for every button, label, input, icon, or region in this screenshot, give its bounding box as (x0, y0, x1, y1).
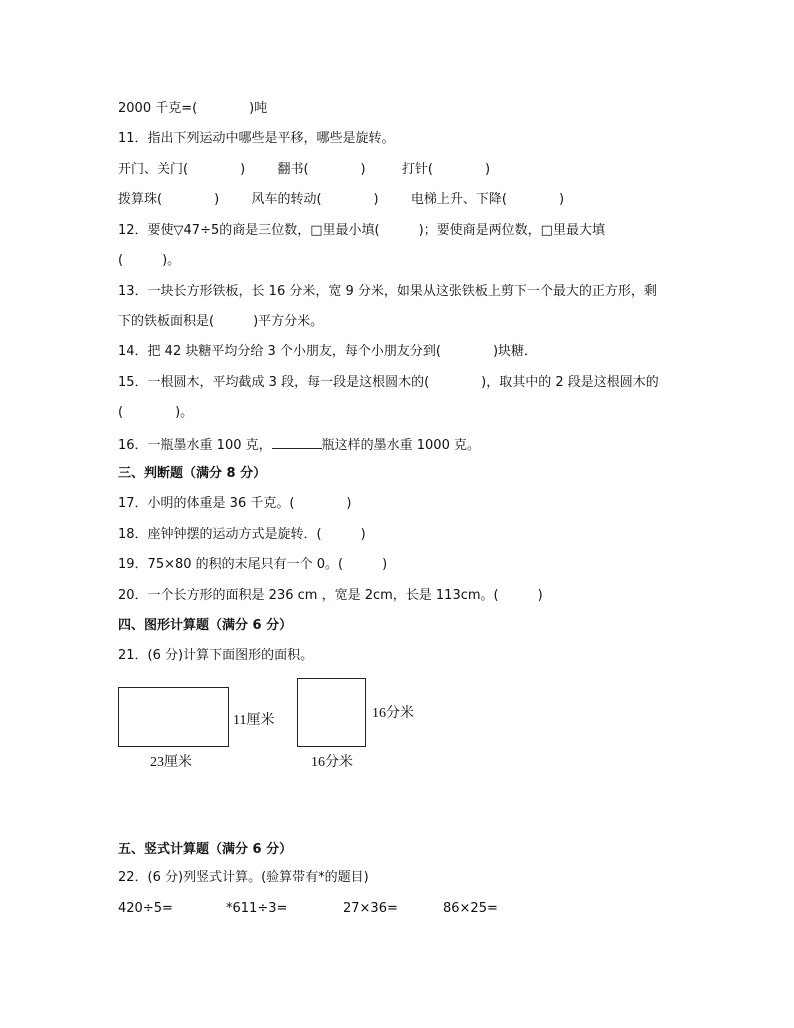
q16-blank (272, 436, 322, 449)
section-3-heading: 三、判断题（满分 8 分） (118, 466, 267, 481)
question-15-cont: ( )。 (118, 405, 194, 420)
rectangle-height-label: 11厘米 (233, 713, 275, 728)
square-figure (297, 678, 366, 747)
question-11: 11．指出下列运动中哪些是平移，哪些是旋转。 (118, 131, 395, 146)
q11-item-abacus: 拨算珠( ) (118, 192, 220, 207)
q11-item-elevator: 电梯上升、下降( ) (410, 192, 565, 207)
q16-suffix: 瓶这样的墨水重 1000 克。 (321, 438, 480, 453)
q16-prefix: 16．一瓶墨水重 100 克， (118, 438, 272, 453)
square-height-label: 16分米 (372, 706, 414, 721)
question-13: 13．一块长方形铁板，长 16 分米，宽 9 分米，如果从这张铁板上剪下一个最大的正方形，剩 (118, 284, 657, 299)
question-18: 18．座钟钟摆的运动方式是旋转．( ) (118, 527, 366, 542)
question-11-row1 (118, 162, 490, 178)
calc-4: 86×25= (443, 901, 498, 916)
calc-1: 420÷5= (118, 901, 173, 916)
q11-item-book: 翻书( ) (277, 162, 366, 177)
question-14: 14．把 42 块糖平均分给 3 个小朋友，每个小朋友分到( )块糖． (118, 344, 538, 359)
question-22: 22．(6 分)列竖式计算。(验算带有*的题目) (118, 870, 369, 885)
question-11-row2 (118, 192, 564, 208)
question-12-cont: ( )。 (118, 253, 181, 268)
question-21: 21．(6 分)计算下面图形的面积。 (118, 648, 314, 663)
question-16 (118, 436, 480, 454)
section-4-heading: 四、图形计算题（满分 6 分） (118, 618, 293, 633)
rectangle-width-label: 23厘米 (150, 755, 192, 770)
question-12: 12．要使▽47÷5的商是三位数，□里最小填( )；要使商是两位数，□里最大填 (118, 223, 605, 238)
question-17: 17．小明的体重是 36 千克。( ) (118, 496, 352, 511)
question-19: 19．75×80 的积的末尾只有一个 0。( ) (118, 557, 388, 572)
calc-3: 27×36= (343, 901, 398, 916)
square-width-label: 16分米 (311, 755, 353, 770)
rectangle-figure (118, 687, 229, 747)
question-15: 15．一根圆木，平均截成 3 段，每一段是这根圆木的( )，取其中的 2 段是这根圆木的 (118, 375, 659, 390)
calc-2: *611÷3= (226, 901, 288, 916)
q11-item-windmill: 风车的转动( ) (251, 192, 379, 207)
question-20: 20．一个长方形的面积是 236 cm ，宽是 2cm，长是 113cm。( ) (118, 588, 543, 603)
line-tons: 2000 千克=( )吨 (118, 101, 268, 116)
q11-item-injection: 打针( ) (401, 162, 491, 177)
question-13-cont: 下的铁板面积是( )平方分米。 (118, 314, 324, 329)
section-5-heading: 五、竖式计算题（满分 6 分） (118, 842, 293, 857)
q11-item-door: 开门、关门( ) (118, 162, 246, 177)
